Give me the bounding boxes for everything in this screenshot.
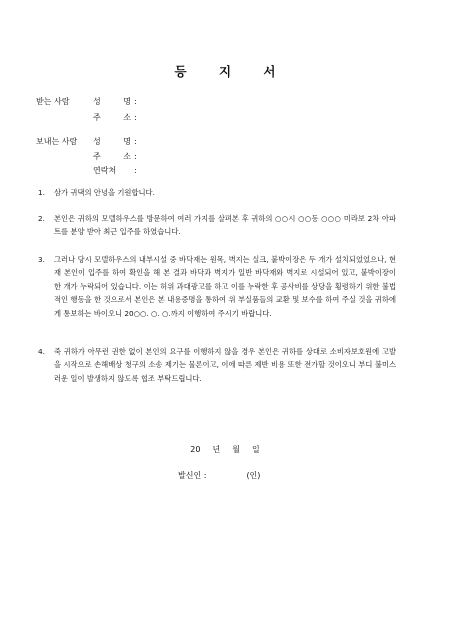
sender-role: 보내는 사람 [36, 137, 78, 146]
paragraph-text: 삼가 귀댁의 안녕을 기원합니다. [54, 188, 155, 197]
signature-line [178, 470, 260, 481]
date-line [0, 444, 450, 455]
recipient-address-field [93, 113, 137, 123]
date-day-unit: 일 [251, 445, 260, 454]
sender-signature-label: 발신인 : [178, 471, 207, 480]
paragraph-4 [38, 345, 396, 385]
sender-address-label: 주 소 [93, 152, 131, 161]
paragraph-text: 그러나 당시 모델하우스의 내부시설 중 바닥재는 원목, 벽지는 실크, 붙박이장은 두 개가 설치되었었으나, 현재 본인이 입주를 하여 확인을 해 본 결과 바닥과 벽지가 일반 바닥재와 벽지로 시설되어 있고, 붙박이장이 한 개가 누락되어 있습니다. 이는 허위 과대광고를 하고 이를 누락한 후 공사비를 상당을 횡령하기 위한 불법적인 행동을 한 것으로서 본인은 본 내용증명을 통하여 위 부실품들의 교환 및 보수를 하여 주실 것을 귀하에게 통보하는 바이오니 20○○. ○. ○.까지 이행하여 주시기 바랍니다. [54, 255, 396, 318]
paragraph-number: 4. [38, 347, 45, 356]
paragraph-text: 죽 귀하가 아무런 권한 없이 본인의 요구를 이행하지 않을 경우 본인은 귀하를 상대로 소비자보호원에 고발을 시작으로 손해배상 청구의 소송 제기는 물론이고, 이에 따른 제반 비용 또한 전가할 것이오니 부디 불미스러운 일이 발생하지 않도록 협조 부탁드립니다. [54, 347, 396, 383]
paragraph-number: 3. [38, 255, 45, 264]
recipient-name-label: 성 명 [93, 97, 131, 106]
recipient-address-label: 주 소 [93, 113, 131, 122]
paragraph-text: 본인은 귀하의 모델하우스를 방문하여 여러 가지를 살펴본 후 귀하의 ○○시 ○○동 ○○○ 미라보 2차 아파트를 분양 받아 최근 입주를 하였습니다. [54, 214, 396, 237]
seal-mark: (인) [246, 471, 261, 480]
recipient-name-colon: : [134, 97, 137, 106]
sender-name-field [93, 137, 137, 147]
sender-contact-field [93, 166, 137, 176]
date-month-unit: 월 [232, 445, 240, 454]
date-year-unit: 년 [212, 445, 221, 454]
document-title: 등 지 서 [174, 64, 290, 79]
recipient-address-colon: : [134, 113, 137, 122]
paragraph-3 [38, 253, 396, 320]
sender-name-colon: : [134, 137, 137, 146]
paragraph-number: 1. [38, 188, 45, 197]
recipient-role: 받는 사람 [36, 97, 70, 106]
paragraph-1 [38, 186, 396, 199]
sender-name-label: 성 명 [93, 137, 131, 146]
sender-address-colon: : [134, 152, 137, 161]
sender-contact-label: 연락처 [93, 166, 117, 175]
sender-contact-colon: : [134, 166, 137, 175]
date-year: 20 [190, 445, 201, 454]
sender-address-field [93, 152, 137, 162]
recipient-name-field [93, 97, 137, 107]
paragraph-2 [38, 212, 396, 239]
paragraph-number: 2. [38, 214, 45, 223]
